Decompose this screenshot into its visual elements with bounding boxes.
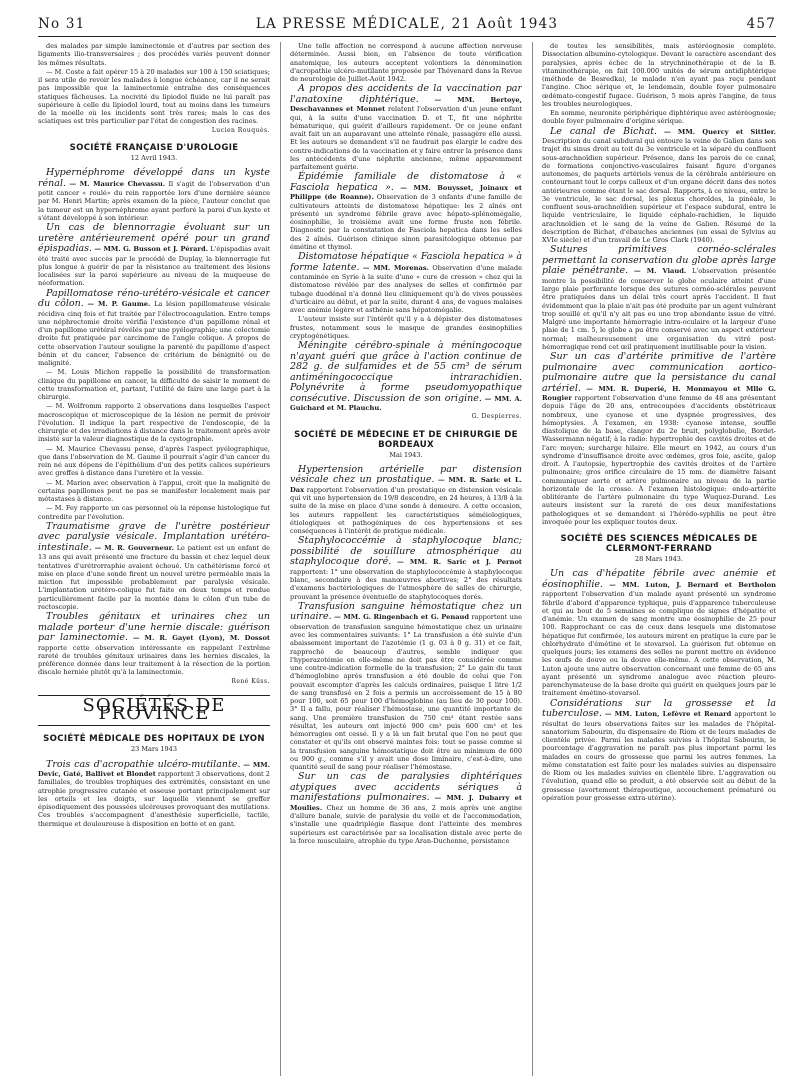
article-text: rapportent: 1° une observation de staphylococcémie à staphylocoque blanc, secondaire à des manœuvres abortives; 2° des résultats d'examens bactériologiques de l'atmosphère de salles de chirurgie, prouvant la présence éventuelle de staphylocoques dorés. <box>290 567 522 601</box>
article-paragraph <box>38 289 270 368</box>
article-authors: — MM. R. Duperié, H. Monmayou et Mlle G. Rougier <box>542 384 776 402</box>
article-text: Il s'agit de l'observation d'un petit cancer « roulé» du rein rapportée lors d'une dernière séance par M. Henri Martin; après examen de la pièce, l'auteur conclut que la tumeur est un hypernéphrome ayant perforé la paroi d'un kyste et s'étant développé à son intérieur. <box>38 179 270 222</box>
paragraph: de toutes les sensibilités, mais astéréognosie complète. Dissociation albumino-cytologique. Devant le caractère ascendant des paralysies, après échec de la strychninothérapie et de la B. vitaminothérapie, on fait 100.000 unités de sérum antidiphtérique (méthode de Besredka), le malade n'en ayant pas reçu pendant l'angine. Choc sérique et, le lendemain, double foyer pulmonaire œdémato-congestif fugace. Guérison, 5 mois après l'angine, de tous les troubles neurologiques. <box>542 42 776 108</box>
article-text: Chez un homme de 36 ans, 2 mois après une angine d'allure banale, suivie de paralysie du voile et de l'accommodation, s'installe une quadriplégie flasque dont l'atteinte des membres supérieurs est caractérisée par sa localisation distale avec perte de la force musculaire, atrophie du type Aran-Duchenne, persistance <box>290 803 522 845</box>
article-paragraph <box>38 760 270 828</box>
article-paragraph <box>290 172 522 251</box>
article-title: Épidémie familiale de distomatose à « Fasciola hepatica ». <box>290 171 522 193</box>
article-authors: — M. Maurice Chevassu. <box>69 179 166 188</box>
article-authors: — MM. Luton, J. Bernard et Bertholon <box>609 580 776 589</box>
article-title: Sutures primitives cornéo-sclérales permettant la conservation du globe après large plaie pénétrante. <box>542 244 776 277</box>
article-text: Le patient est un enfant de 13 ans qui avait présenté une fracture du bassin et chez lequel deux tentatives d'urétrorraphie avaient échoué. Un cathétérisme forcé et mise en place d'une sonde firent un nouvel urètre perméable mais la miction fut impossible probablement par paralysie vésicale. L'implantation urétéro-colique fut faite en deux temps et rendue particulièrement facile par la montée dans le côlon d'un tube de rectoscopie. <box>38 543 270 611</box>
article-paragraph <box>290 465 522 536</box>
society-heading: SOCIÉTÉ MÉDICALE DES HOPITAUX DE LYON <box>43 734 265 745</box>
society-heading: SOCIÉTÉ FRANÇAISE D'UROLOGIE <box>69 142 239 153</box>
article-paragraph <box>290 84 522 171</box>
paragraph: L'auteur insiste sur l'intérêt qu'il y a à dépister des distomatoses frustes, notamment sous le masque de grandes éosinophilies cryptogénétiques. <box>290 315 522 340</box>
article-authors: — M. R. Gayet (Lyon), M. Dossot <box>132 634 270 642</box>
article-authors: — MM. G. Ringenbach et G. Penaud <box>334 613 470 622</box>
session-date: 23 Mars 1943 <box>131 745 177 754</box>
article-text: rapporte cette observation intéressante en rappelant l'extrême rareté de troubles génitaux urinaires dans les hernies discales, la préférence donnée dans leur traitement à la résection de la portion discale herniée plutôt qu'à la laminectomie. <box>38 643 270 677</box>
article-title: Considérations sur la grossesse et la tuberculose. <box>542 697 776 719</box>
paragraph: En somme, neuronite périphérique diphtérique avec astéréognosie; double foyer pulmonaire d'origine sérique. <box>542 109 776 126</box>
column-2 <box>290 42 522 1076</box>
paragraph: — M. Fey rapporte un cas personnel où la réponse histologique fut contredite par l'évolution. <box>38 504 270 521</box>
session-date: 28 Mars 1943. <box>635 555 683 563</box>
article-text: Description du canal subdural qui entoure la veine de Galien dans son trajet du sinus droit au toit du 3e ventricule et la séparé du confluent sous-arachnoïdien supérieur. Présence, dans les parois de ce canal, de formations conjonctivo-vasculaires faisant figure d'organes autonomes, de paquets artériels venus de la cérébrale antérieure en contournant tout le corps calleux et d'un organe décrit dans des notes antérieures comme étant le sac dorsal. Rapports, à ce niveau, entre le 3e ventricule, le sac dorsal, les plexus choroïdes, la pinéale, le confluent sous-arachnoïdien supérieur et l'espace subdural, entre le liquide ventriculaire, le liquide céphalo-rachidien, le liquide arachnoïdien et le sang de la veine de Galien. Résumé de la description de Bichat, d'ébauches anciennes (un essai de Sylvius au XVIe siècle) et d'un travail de Le Gros Clark (1940). <box>542 137 776 244</box>
article-authors: — MM. Bouysset, Joinaux et Philippe (de Roanne). <box>290 183 522 202</box>
article-title: Transfusion sanguine hémostatique chez un urinaire. <box>290 600 522 623</box>
article-title: A propos des accidents de la vaccination par l'anatoxine diphtérique. <box>290 83 522 105</box>
article-paragraph <box>38 223 270 288</box>
article-title: Troubles génitaux et urinaires chez un malade porteur d'une hernie discale: guérison par laminectomie. <box>38 611 270 643</box>
paragraph: Une telle affection ne correspond à aucune affection nerveuse déterminée. Aussi bien, en l'absence de toute vérification anatomique, les auteurs acceptent volontiers la dénomination d'acropathie ulcéro-mutilante proposée par Thévenard dans la Revue de neurologie de Juillet-Août 1942. <box>290 42 522 83</box>
signature: Lucien Rouquès. <box>211 126 270 134</box>
society-heading: SOCIÉTÉ DE MÉDECINE ET DE CHIRURGIE DE BORDEAUX <box>294 429 518 450</box>
article-authors: — M. R. Gouverneur. <box>94 543 174 552</box>
article-title: Sur un cas de paralysies diphtériques atypiques avec accidents sériques à manifestations pulmonaires. <box>290 771 522 804</box>
article-text: Observation de 3 enfants d'une famille de cultivateurs atteints de distomatose hépatique: les 2 aînés ont présenté un syndrome fébrile grave avec hépato-splénomégalie, éosinophilie, le troisième avait une forme fruste non fébrile. Diagnostic par la constatation de Fasciola hepatica dans les selles des 2 aînés. Guérison clinique sinon parasitologique obtenue par émétine et thymol. <box>290 193 522 251</box>
article-paragraph <box>38 522 270 611</box>
article-title: Méningite cérébro-spinale à méningocoque n'ayant guéri que grâce à l'action continue de 282 g. de sulfamides et de 55 cm³ de sérum antiméningococcique intrarachidien. Polynévrite à forme pseudomyopathique consécutive. Discussion de son origine. <box>290 340 522 404</box>
signature: G. Despierres. <box>471 413 522 421</box>
paragraph: — M. Marion avec observation à l'appui, croit que la malignité de certains papillomes peut ne pas se manifester localement mais par métastases à distance. <box>38 478 270 503</box>
article-authors: — MM. R. Saric et J. Pernot <box>397 558 522 567</box>
article-title: Trois cas d'acropathie ulcéro-mutilante. <box>46 758 241 770</box>
article-text: L'observation présentée montre la possibilité de conserver le globe oculaire atteint d'une large plaie perforante lorsque des sutures cornéo-sclérales peuvent être pratiquées dans un délai très court après l'accident. Il faut évidemment que la plaie n'ait pas été produite par un agent vulnérant trop souillé et qu'il n'y ait pas eu une trop abondante issue de vitré. Malgré une importante hémorragie intra-oculaire et la largeur d'une plaie de 1 cm. 5, le globe a pu être conservé avec un aspect extérieur normal; malheureusement une organisation du vitré post-hémorragique rend cet œil pratiquement inutilisable pour la vision. <box>542 267 776 351</box>
page-header <box>38 14 776 37</box>
page-number: 457 <box>746 16 776 32</box>
article-title: Un cas de blennorragie évoluant sur un uretère antérieurement opéré pour un grand épispadias. <box>38 222 270 254</box>
paragraph: — M. Louis Michon rappelle la possibilité de transformation clinique du papillome en cancer, la difficulté de saisir le moment de cette transformation et, partant, l'utilité de faire une large part à la chirurgie. <box>38 368 270 401</box>
article-paragraph <box>290 602 522 772</box>
paragraph: — M. Wolfromm rapporte 2 observations dans lesquelles l'aspect macroscopique et microscopique de la lésion ne permit de prévoir l'évolution. Il indique la part respective de l'endoscopie, de la chirurgie et des irradiations à distance dans le traitement après avoir insisté sur la valeur diagnostique de la cystographie. <box>38 402 270 444</box>
article-paragraph <box>38 612 270 677</box>
article-paragraph <box>290 536 522 601</box>
article-text: L'épispadias avait été traité avec succès par le procédé de Duplay, la blennorragie fut plus longue à guérir de par la résistance au traitement des lésions localisées sur la paroi supérieure au niveau de la muqueuse de néoformation. <box>38 245 270 288</box>
article-authors: — MM. R. Saric et L. Dax <box>290 476 522 494</box>
article-paragraph <box>290 772 522 845</box>
paragraph: des malades par simple laminectomie et d'autres par section des ligaments ilio-transversaires ; des procédés variés peuvent donner les mêmes résultats. <box>38 42 270 67</box>
article-paragraph <box>38 168 270 222</box>
article-title: Traumatisme grave de l'urètre postérieur avec paralysie vésicale. Implantation urétéro-intestinale. <box>38 520 270 553</box>
paragraph: — M. Coste a fait opérer 15 à 20 malades sur 100 à 150 sciatiques; il sera utile de revoir les malades à longue échéance, car il ne serait pas impossible que la laminectomie entraîne des conséquences statiques fâcheuses. La nocivité du lipiodol fluide ne lui paraît pas supérieure à celle du lipiodol lourd, tout au moins dans les tumeurs de la moelle où les incidents sont très rares; mais le cas des sciatiques est très particulier par l'état de congestion des racines. <box>38 67 270 126</box>
article-text: rapportent l'observation d'un malade ayant présenté un syndrome fébrile d'abord d'apparence typhique, puis d'apparence tuberculeuse et qui au bout de 5 semaines se complique de signes d'hépatite et d'anémie. Un examen de sang montre une éosinophilie de 25 pour 100. Rapprochant ce cas de ceux dans lesquels une distomatose hépatique fut confirmée, les auteurs mirent en pratique la cure par le chlorhydrate d'émétine et le stovarsol. La guérison fut obtenue en quelques jours; les examens des selles ne purent mettre en évidence les œufs de douve ou la douve elle-même. A cette observation, M. Luton ajoute une autre observation concernant une femme de 65 ans ayant présenté un syndrome analogue avec réaction pleuro-parenchymateuse de la base droite qui guérit en quelques jours par le traitement émétino-stovarsol. <box>542 590 776 698</box>
column-divider <box>532 42 533 1076</box>
article-title: Papillomatose réno-urétéro-vésicale et cancer du côlon. <box>38 287 270 309</box>
article-paragraph <box>542 245 776 351</box>
article-text: rapportent l'observation d'un prostatique en distension vésicale qui vit une hypertension de 19/8 descendre, en 24 heures, à 13/8 à la suite de la mise en place d'une sonde à demeure. A cette occasion, les auteurs rappellent les caractéristiques séméiologiques, étiologiques et pathogéniques de ces hypertensions et ses conséquences à l'intérêt de pratique médicale. <box>290 485 522 535</box>
article-text: rapportent une observation de transfusion sanguine hémostatique chez un urinaire avec les commentaires suivants: 1° La transfusion a été suivie d'un abaissement important de l'azotémie (1 g. 03 à 0 g. 31) et ce fait, rapproché de beaucoup d'autres, semble indiquer que l'hyperazotémie en elle-même ne doit pas être considérée comme une contre-indication formelle de la transfusion; 2° Le gain du taux d'hémoglobine après transfusion a été double de celui que l'on pouvait escompter d'après les calculs ordinaires, puisque 1 litre 1/2 de sang transfusé en 2 fois a permis un accroissement de 15 à 80 pour 100, soit 65 pour 100 d'hémoglobine (au lieu de 30 pour 100). 3° Il a fallu, pour réaliser l'hémostase, une quantité importante de sang. Une première transfusion de 750 cm³ étant restée sans résultat, les auteurs ont injecté 900 cm³ puis 600 cm³ et les hémorragies ont cessé. Il y a là un fait brutal que l'on ne peut que constater et qu'ils ont observé maintes fois: tout se passe comme si la transfusion sanguine hémostatique doit être au minimum de 600 ou 900 g., comme s'il y avait une dose liminaire, c'est-à-dire, une quantité seuil de sang pour réaliser l'hémostase. <box>290 613 522 771</box>
section-banner: SOCIÉTÉS DE PROVINCE <box>38 695 270 727</box>
article-authors: — MM. Bertoye, Deschavannes et Monnet <box>290 95 522 114</box>
article-paragraph <box>290 252 522 314</box>
columns <box>38 42 776 1076</box>
column-3 <box>542 42 776 1076</box>
article-title: Le canal de Bichat. <box>550 125 658 137</box>
article-authors: — MM. G. Busson et J. Pérard. <box>94 245 208 253</box>
article-authors: — MM. Luton, Lefèvre et Renard <box>604 710 732 718</box>
article-paragraph <box>542 569 776 697</box>
article-title: Hypertension artérielle par distension vésicale chez un prostatique. <box>290 463 522 486</box>
article-text: La lésion papillomateuse vésicale récidiva cinq fois et fut traitée par l'électrocoagulation. Entre temps une néphrectomie droite vérifia l'existence d'un papillome rénal et d'un papillome urétéral révélés par une pyélographie; une colectomie droite fut pratiquée par carcinome de l'angle colique. À propos de cette observation l'auteur souligne la parenté du papillome d'aspect bénin et du cancer, l'absence de critérium de bénignité ou de malignité. <box>38 300 270 367</box>
article-authors: — MM. Quercy et Sittler. <box>664 127 776 136</box>
article-title: Staphylococcémie à staphylocoque blanc; possibilité de souillure atmosphérique au staphylocoque doré. <box>290 535 522 568</box>
journal-title-date: LA PRESSE MÉDICALE, 21 Août 1943 <box>255 16 559 32</box>
column-1 <box>38 42 270 1076</box>
paragraph: — M. Maurice Chevassu pense, d'après l'aspect pyélographique, que dans l'observation de M. Gaume il pourrait s'agir d'un cancer du rein né aux dépens de l'épithélium d'un des petits calices supérieurs avec greffes à distance dans l'uretère et la vessie. <box>38 444 270 478</box>
session-date: Mai 1943. <box>389 450 423 459</box>
issue-number: No 31 <box>38 16 86 32</box>
article-title: Hypernéphrome développé dans un kyste rénal. <box>38 167 270 189</box>
article-paragraph <box>290 341 522 412</box>
article-authors: — M. Viaud. <box>633 267 687 276</box>
article-authors: — MM. A. Guichard et M. Plauchu. <box>290 394 522 412</box>
newspaper-page <box>38 14 776 1076</box>
article-text: rapportent l'observation d'une femme de 48 ans présentant depuis l'âge de 20 ans, entrecoupées d'accidents obstétricaux nombreux, une cyanose et une dyspnée progressives, des hémoptysies. À l'examen, en 1938: cyanose intense, souffle diastolique de la base, clangor du 2e bruit, polyglobulie, Bordet-Wassermann négatif; à la radio: hypertrophie des cavités droites et de l'arc moyen; surcharge hilaire. Elle meurt en 1942, au cours d'un syndrome d'insuffisance droite avec œdèmes, gros foie, ascite, galop droit. À l'autopsie, hypertrophie des cavités droites et de l'artère pulmonaire; gros orifice circulaire de 15 mm. de diamètre faisant communiquer aorte et artère pulmonaire au niveau de la partie horizontale de la crosse. À l'examen histologique: endo-artérite oblitérante de l'artère pulmonaire du type Wuquez-Durand. Les auteurs insistent sur la rareté de ces deux manifestations pathologiques et se demandent si l'hérédo-syphilis ne peut être invoquée pour les expliquer toutes deux. <box>542 394 776 526</box>
article-text: rapportent 3 observations, dont 2 familiales, de troubles trophiques des extrémités, consistant en une atrophie progressive cutanée et osseuse portant principalement sur les orteils et les doigts, sur laquelle viennent se greffer épisodiquement des poussées ulcéreuses provoquant des mutilations. Ces troubles s'accompagnent d'anesthésie superficielle, tactile, thermique et douloureuse à disposition en botte et en gant. <box>38 770 270 828</box>
article-paragraph <box>542 127 776 245</box>
article-text: apportent le résultat de leurs observations faites sur les malades de l'hôpital-sanatorium Sabourin, du dispensaire de Riom et de leurs malades de clientèle privée. Parmi les malades suivies à l'hôpital Sabourin, le pourcentage d'aggravation ne paraît pas plus important parmi les malades en cours de grossesse que parmi les autres femmes. La même constatation est faite pour les malades suivies au dispensaire de Riom ou les malades suivies en clientèle libre. L'aggravation ou l'évolution, quand elle se produit, a été observée soit au début de la grossesse (avortement thérapeutique, accouchement prématuré ou opération pour grossesse extra-utérine). <box>542 710 776 802</box>
column-divider <box>280 42 281 1076</box>
society-heading: SOCIÉTÉ DES SCIENCES MÉDICALES DE CLERMONT-FERRAND <box>560 534 758 554</box>
article-authors: — MM. Devic, Gaté, Ballivet et Blondet <box>38 760 270 778</box>
article-authors: — MM. Morenas. <box>362 263 429 272</box>
article-text: relatent l'observation d'un jeune enfant qui, à la suite d'une vaccination D. et T., fit une néphrite hématurique, qui guérit d'ailleurs rapidement. Or ce jeune enfant avait fait un an auparavant une atteinte rénale, passagère elle aussi. Et les auteurs se demandent s'il ne faudrait pas élargir le cadre des contre-indications de la vaccination et y faire entrer la présence dans les antécédents d'une néphrite ancienne, même apparemment parfaitement guérie. <box>290 105 522 171</box>
article-paragraph <box>542 699 776 803</box>
article-title: Distomatose hépatique « Fasciola hepatica » à forme latente. <box>290 251 522 273</box>
article-title: Un cas d'hépatite fébrile avec anémie et éosinophilie. <box>542 568 776 590</box>
article-title: Sur un cas d'artérite primitive de l'artère pulmonaire avec communication aortico-pulmonaire autre que la persistance du canal artériel. <box>542 351 776 394</box>
article-authors: — M. P. Gaume. <box>87 300 151 308</box>
signature: René Küss. <box>231 677 270 685</box>
article-paragraph <box>542 352 776 526</box>
article-text: Observation d'une malade contaminée en Syrie à la suite d'une « cure de cresson » chez qui la distomatose révélée par des analyses de selles et confirmée par tubage duodénal n'a donné lieu cliniquement qu'à de vives poussées d'urticaire au début, et par la suite, durant 4 ans, de vagues malaises avec anémie légère et asthénie sans hépatomégalie. <box>290 263 522 314</box>
session-date: 12 Avril 1943. <box>130 153 178 162</box>
article-authors: — MM. J. Dubarry et Moulies. <box>290 794 522 812</box>
